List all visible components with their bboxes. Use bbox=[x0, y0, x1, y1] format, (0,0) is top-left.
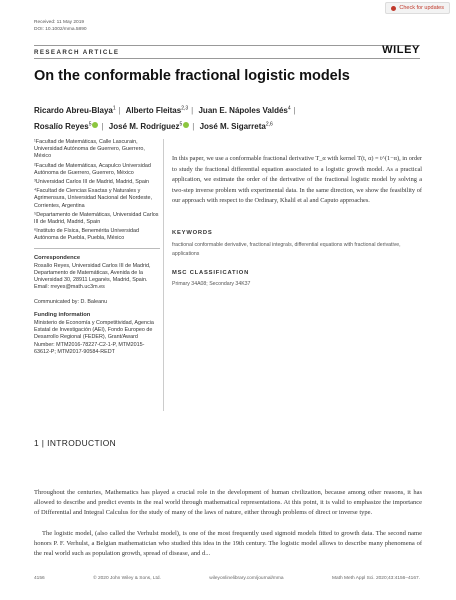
body-paragraph: The logistic model, (also called the Verhulst model), is one of the most frequently used sigmoid models fitted to growth data. The second name honors P. F. Verhulst, a Belgian mathematician who studied this idea in the 19th century. The logistic model allows to describe many phenomena of the real world such as population growth, spread of disease, and d... bbox=[34, 530, 422, 558]
doi: DOI: 10.1002/mma.5890 bbox=[34, 27, 87, 32]
affiliation: ¹Facultad de Matemáticas, Calle Lascurain, Universidad Autónoma de Guerrero, Guerrero, México bbox=[34, 139, 145, 160]
affiliation: ⁴Facultad de Ciencias Exactas y Naturales y Agrimensura, Universidad Nacional del Nordeste, Corrientes, Argentina bbox=[34, 188, 153, 209]
journal-link[interactable]: wileyonlinelibrary.com/journal/mma bbox=[209, 576, 284, 581]
copyright: © 2020 John Wiley & Sons, Ltd. bbox=[93, 576, 161, 581]
header-rule-top bbox=[34, 45, 420, 46]
orcid-icon[interactable] bbox=[183, 122, 189, 128]
divider bbox=[34, 248, 160, 249]
abstract: In this paper, we use a conformable fractional derivative T_α with kernel T(t, α) = t^(1−α), in order to study the fractional differential equation associated to a logistic growth model. As a practical application, we estimate the order of the derivative of the fractional logistic model by solving a two-step inverse problem with experimental data. In the same direction, we show the feasibility of our approach with respect to the Ordinary, Khalil et al and Caputo approaches. bbox=[172, 155, 422, 204]
header-rule-bottom bbox=[34, 58, 420, 59]
affiliation: ⁶Instituto de Física, Benemérita Universidad Autónoma de Puebla, Puebla, México bbox=[34, 228, 139, 242]
citation: Math Meth Appl Sci. 2020;43:4156–4167. bbox=[331, 576, 420, 581]
keywords-header: KEYWORDS bbox=[172, 230, 213, 236]
article-type: RESEARCH ARTICLE bbox=[34, 49, 120, 56]
msc-header: MSC CLASSIFICATION bbox=[172, 270, 250, 276]
affiliations-column bbox=[34, 139, 160, 356]
funding-text: Ministerio de Economía y Competitividad, Agencia Estatal de Investigación (AEI), Fondo Europeo de Desarrollo Regional (FEDER), Grant/Award Number: MTM2016-78227-C2-1-P, MTM2015-63612-P; MTM2017-90584-REDT bbox=[34, 320, 154, 355]
author[interactable]: Rosalío Reyes$^5$ bbox=[34, 122, 98, 131]
communicated-by: Communicated by: D. Baleanu bbox=[34, 298, 108, 305]
author[interactable]: José M. Rodríguez$^5$ bbox=[109, 122, 189, 131]
publisher-logo: WILEY bbox=[382, 44, 420, 56]
update-icon bbox=[391, 6, 396, 11]
received-date: Received: 11 May 2019 bbox=[34, 20, 85, 25]
article-title: On the conformable fractional logistic models bbox=[34, 68, 350, 84]
correspondence-text: Rosalío Reyes, Universidad Carlos III de Madrid, Departamento de Matemáticas, Avenida de la Universidad 30, 28911 Leganés, Madrid, Spain. Email: rreyes@math.uc3m.es bbox=[34, 262, 151, 291]
author[interactable]: José M. Sigarreta$^{2,6}$ bbox=[199, 121, 273, 132]
column-divider bbox=[163, 139, 164, 411]
msc-text: Primary 34A08; Secondary 34K37 bbox=[172, 281, 251, 287]
page-footer bbox=[34, 576, 420, 581]
correspondence-header: Correspondence bbox=[34, 254, 81, 261]
affiliation: ⁵Departamento de Matemáticas, Universidad Carlos III de Madrid, Madrid, Spain bbox=[34, 211, 159, 226]
author[interactable]: Juan E. Nápoles Valdés$^4$ bbox=[198, 105, 291, 115]
author[interactable]: Ricardo Abreu-Blaya$^1$ bbox=[34, 105, 116, 115]
funding-header: Funding information bbox=[34, 311, 91, 318]
author-list: Ricardo Abreu-Blaya$^1$ | Alberto Fleitas$^{2,3}$ | Juan E. Nápoles Valdés$^4$ | Rosalío Reyes$^5$ | José M. Rodríguez$^5$ | José M. Sigarreta$^{2,6}$ bbox=[34, 105, 296, 132]
keywords-text: fractional conformable derivative, fractional integrals, differential equations with fractional derivative, applications bbox=[172, 242, 401, 257]
body-paragraph: Throughout the centuries, Mathematics has played a crucial role in the development of human civilization, because among other reasons, it has allowed to describe and predict events in the real world through mathematical representations. At this point, it is valid to emphasize the importance of Differential and Integral Calculus for the study of many of the laws of nature, either through problems of direct or inverse type. bbox=[34, 489, 422, 517]
check-for-updates-badge[interactable] bbox=[385, 2, 450, 14]
affiliation: ²Facultad de Matemáticas, Acapulco Universidad Autónoma de Guerrero, Guerrero, México bbox=[34, 162, 151, 176]
section-heading: 1 | INTRODUCTION bbox=[34, 438, 117, 448]
page-number: 4156 bbox=[34, 576, 45, 581]
orcid-icon[interactable] bbox=[92, 122, 98, 128]
badge-label: Check for updates bbox=[399, 5, 444, 11]
affiliation: ³Universidad Carlos III de Madrid, Madrid, Spain bbox=[34, 179, 150, 186]
author[interactable]: Alberto Fleitas$^{2,3}$ bbox=[125, 105, 189, 115]
